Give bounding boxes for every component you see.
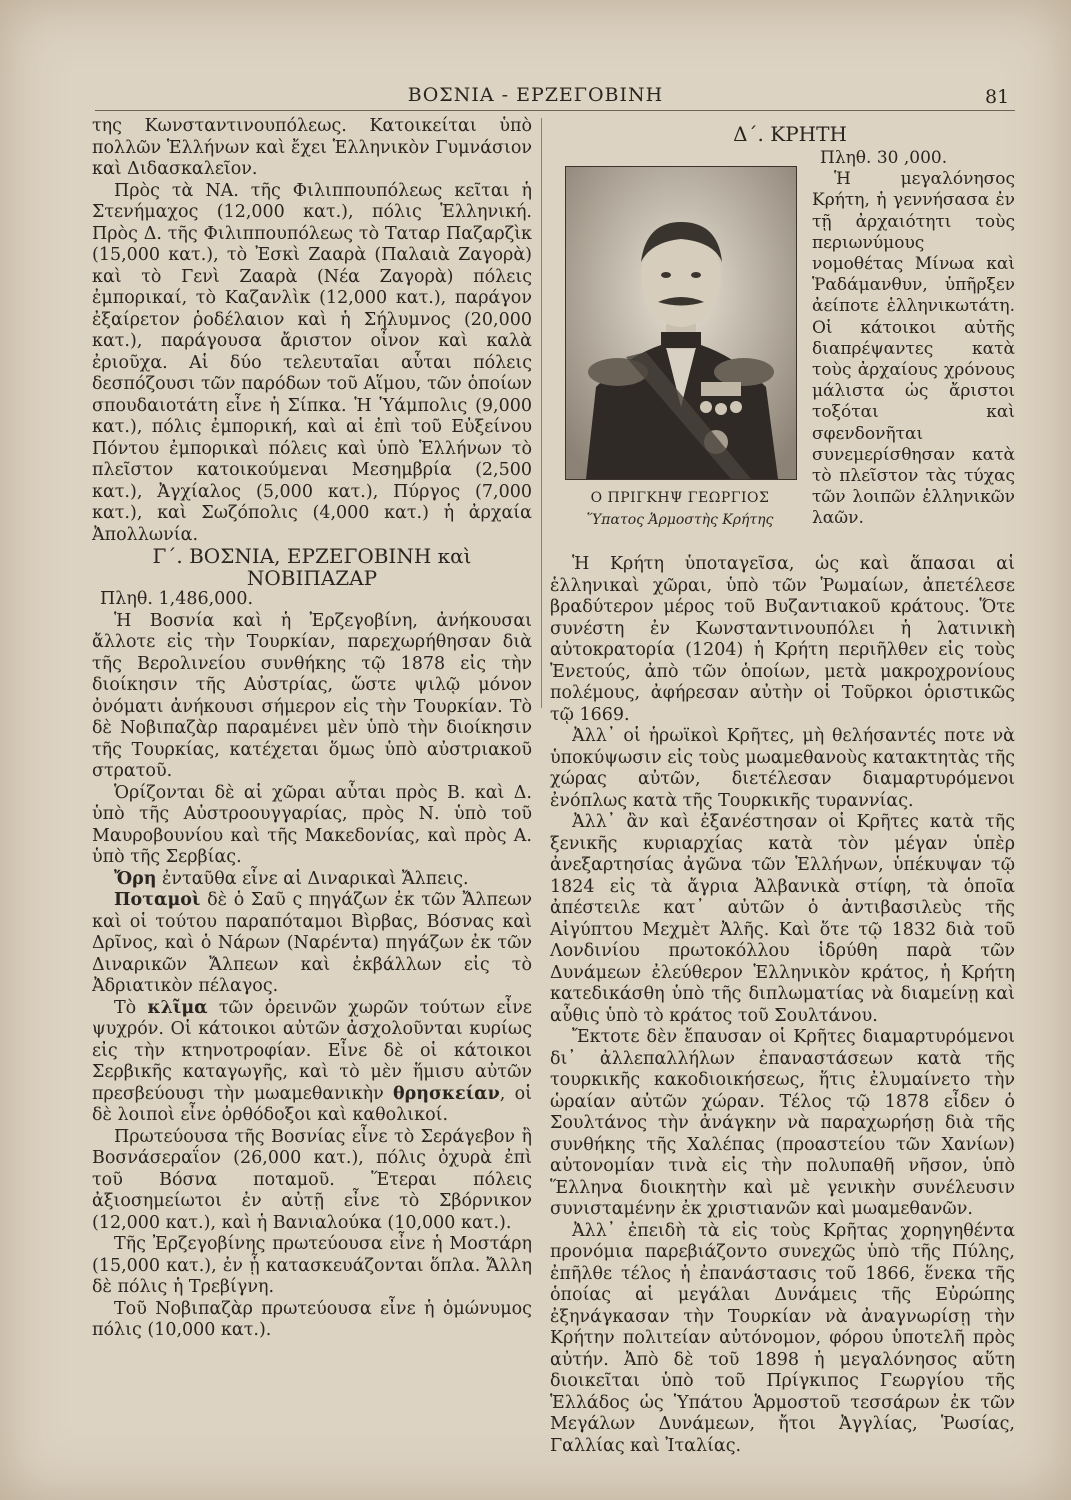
right-column-main: [550, 554, 1015, 1457]
paragraph-mountains: [92, 869, 532, 891]
keyword-climate: κλῖμα: [147, 997, 208, 1018]
population-line: Πληθ. 1,486,000.: [100, 589, 254, 609]
keyword-mountains: Ὄρη: [114, 868, 157, 889]
photo-caption-name: Ο ΠΡΙΓΚΗΨ ΓΕΩΡΓΙΟΣ: [590, 490, 770, 506]
paragraph: Τοῦ Νοβιπαζὰρ πρωτεύουσα εἶνε ἡ ὁμώνυμος πόλις (10,000 κατ.).: [92, 1298, 532, 1340]
paragraph: Ἀλλ᾽ οἱ ἡρωϊκοὶ Κρῆτες, μὴ θελήσαντές ποτε νὰ ὑποκύψωσιν εἰς τοὺς μωαμεθανοὺς κατακτητὰς τῆς χώρας αὐτῶν, διετέλεσαν διαμαρτυρόμενοι ἐνόπλως κατὰ τῆς Τουρκικῆς τυραννίας.: [550, 726, 1015, 811]
text: ἐνταῦθα εἶνε αἱ Διναρικαὶ Ἄλπεις.: [156, 868, 469, 889]
section-heading-crete: Δ΄. ΚΡΗΤΗ: [733, 122, 847, 146]
running-header-title: ΒΟΣΝΙΑ - ΕΡΖΕΓΟΒΙΝΗ: [407, 84, 664, 106]
page-number: 81: [985, 86, 1010, 108]
column-divider: [541, 118, 542, 708]
keyword-rivers: Ποταμοὶ: [114, 890, 201, 910]
paragraph: Ἡ Κρήτη ὑποταγεῖσα, ὡς καὶ ἅπασαι αἱ ἑλληνικαὶ χῶραι, ὑπὸ τῶν Ῥωμαίων, ἀπετέλεσε βραδύτερον μέρος τοῦ Βυζαντιακοῦ κράτους. Ὅτε συνέστη ἐν Κωνσταντινουπόλει ἡ λατινικὴ αὐτοκρατορία (1204) ἡ Κρήτη περιῆλθεν εἰς τοὺς Ἐνετούς, ἀπὸ τῶν ὁποίων, μετὰ μακροχρονίους πολέμους, ἀφήρεσαν αὐτὴν οἱ Τοῦρκοι ὁριστικῶς τῷ 1669.: [550, 554, 1015, 725]
right-column-top: [812, 148, 1015, 530]
paragraph: Ἔκτοτε δὲν ἔπαυσαν οἱ Κρῆτες διαμαρτυρόμενοι δι᾽ ἀλλεπαλλήλων ἐπαναστάσεων κατὰ τῆς τουρκικῆς κακοδιοικήσεως, ἥτις ἐλυμαίνετο τὴν ὡραίαν αὐτῶν χώραν. Τέλος τῷ 1878 εἶδεν ὁ Σουλτάνος τὴν ἀνάγκην νὰ παραχωρήσῃ διὰ τῆς συνθήκης τῆς Χαλέπας (προαστείου τῶν Χανίων) αὐτονομίαν τινὰ εἰς τὴν πολυπαθῆ νῆσον, ὑπὸ Ἕλληνα διοικητὴν καὶ μὲ γενικὴν συνέλευσιν συνισταμένην ἐκ χριστιανῶν καὶ μωαμεθανῶν.: [550, 1027, 1015, 1219]
paragraph-climate: [92, 998, 532, 1127]
paragraph: Πρωτεύουσα τῆς Βοσνίας εἶνε τὸ Σεράγεβον ἢ Βοσνάσεραΐον (26,000 κατ.), πόλις ὀχυρὰ ἐπὶ τοῦ Βόσνα ποταμοῦ. Ἕτεραι πόλεις ἀξιοσημείωτοι ἐν αὐτῇ εἶνε τὸ Σβόρνικον (12,000 κατ.), καὶ ἡ Βανιαλούκα (10,000 κατ.).: [92, 1126, 532, 1233]
paragraph: Ἀλλ᾽ ἂν καὶ ἐξανέστησαν οἱ Κρῆτες κατὰ τῆς ξενικῆς κυριαρχίας κατὰ τὸν μέγαν ὑπὲρ ἀνεξαρτησίας ἀγῶνα τῶν Ἑλλήνων, ὑπέκυψαν τῷ 1824 εἰς τὰ ἄγρια Ἀλβανικὰ στίφη, τὰ ὁποῖα ἀπέστειλε κατ᾽ αὐτῶν ὁ ἀντιβασιλεὺς τῆς Αἰγύπτου Μεχμὲτ Ἀλῆς. Καὶ ὅτε τῷ 1832 διὰ τοῦ Λονδινίου πρωτοκόλλου ἱδρύθη παρὰ τῶν Δυνάμεων ἐλεύθερον Ἑλληνικὸν κράτος, ἡ Κρήτη κατεδικάσθη ὑπὸ τῆς διπλωματίας νὰ διαμείνῃ καὶ αὖθις ὑπὸ τὸ κράτος τοῦ Σουλτάνου.: [550, 812, 1015, 1026]
text: δὲ ὁ Σαῦ ς πηγάζων ἐκ τῶν Ἄλπεων καὶ οἱ τούτου παραπόταμοι Βὶρβας, Βόσνας καὶ Δρῖνος, καὶ ὁ Νάρων (Ναρέντα) πηγάζων ἐκ τῶν Διναρικῶν Ἄλπεων καὶ ἐκβάλλων εἰς τὸ Ἀδριατικὸν πέλαγος.: [92, 890, 532, 996]
left-column: [92, 116, 532, 1342]
paragraph: Ὁρίζονται δὲ αἱ χῶραι αὗται πρὸς Β. καὶ Δ. ὑπὸ τῆς Αὐστροουγγαρίας, πρὸς Ν. ὑπὸ τοῦ Μαυροβουνίου καὶ τῆς Μακεδονίας, καὶ πρὸς Α. ὑπὸ τῆς Σερβίας.: [92, 782, 532, 867]
keyword-religion: θρησκείαν: [393, 1083, 500, 1104]
paragraph: Ἡ μεγαλόνησος Κρήτη, ἡ γεννήσασα ἐν τῇ ἀρχαιότητι τοὺς περιωνύμους νομοθέτας Μίνωα καὶ Ῥαδάμανθυν, ὑπῆρξεν ἀείποτε ἑλληνικωτάτη. Οἱ κάτοικοι αὐτῆς διαπρέψαντες κατὰ τοὺς ἀρχαίους χρόνους μάλιστα ὡς ἄριστοι τοξόται καὶ σφενδονῆται συνεμερίσθησαν κατὰ τὸ πλεῖστον τὰς τύχας τῶν λοιπῶν ἑλληνικῶν λαῶν.: [812, 169, 1015, 529]
portrait-illustration: [566, 167, 796, 479]
portrait-photo: [565, 166, 797, 480]
paragraph: Ἡ Βοσνία καὶ ἡ Ἐρζεγοβίνη, ἀνήκουσαι ἄλλοτε εἰς τὴν Τουρκίαν, παρεχωρήθησαν διὰ τῆς Βερολινείου συνθήκης τῷ 1878 εἰς τὴν διοίκησιν τῆς Αὐστρίας, ὥστε ψιλῷ μόνον ὀνόματι ἀνήκουσι σήμερον εἰς τὴν Τουρκίαν. Τὸ δὲ Νοβιπαζὰρ παραμένει μὲν ὑπὸ τὴν διοίκησιν τῆς Τουρκίας, κατέχεται ὅμως ὑπὸ αὐστριακοῦ στρατοῦ.: [92, 610, 532, 781]
section-heading-bosnia: Γ΄. ΒΟΣΝΙΑ, ΕΡΖΕΓΟΒΙΝΗ καὶ ΝΟΒΙΠΑΖΑΡ: [152, 544, 472, 590]
text: , οἱ δὲ λοιποὶ εἶνε ὀρθόδοξοι καὶ καθολικοί.: [92, 1083, 532, 1125]
paragraph-rivers: [92, 890, 532, 998]
population-line: Πληθ. 30 ,000.: [820, 148, 948, 168]
text: τῶν ὀρεινῶν χωρῶν τούτων εἶνε ψυχρόν. Οἱ κάτοικοι αὐτῶν ἀσχολοῦνται κυρίως εἰς τὴν κτηνοτροφίαν. Εἶνε δὲ οἱ κάτοικοι Σερβικῆς καταγωγῆς, καὶ τὸ μὲν ἥμισυ αὐτῶν πρεσβεύουσι τὴν μωαμεθανικὴν: [92, 997, 532, 1104]
header-rule: [95, 110, 1015, 111]
paragraph: Τῆς Ἐρζεγοβίνης πρωτεύουσα εἶνε ἡ Μοστάρη (15,000 κατ.), ἐν ᾗ κατασκευάζονται ὅπλα. Ἄλλη δὲ πόλις ἡ Τρεβίγνη.: [92, 1234, 532, 1297]
paragraph: Πρὸς τὰ ΝΑ. τῆς Φιλιππουπόλεως κεῖται ἡ Στενήμαχος (12,000 κατ.), πόλις Ἑλληνική. Πρὸς Δ. τῆς Φιλιππουπόλεως τὸ Ταταρ Παζαρζὶκ (15,000 κατ.), τὸ Ἐσκὶ Ζααρὰ (Παλαιὰ Ζαγορὰ) καὶ τὸ Γενὶ Ζααρὰ (Νέα Ζαγορὰ) πόλεις ἐμπορικαί, τὸ Καζανλὶκ (12,000 κατ.), παράγον ἐξαίρετον ῥοδέλαιον καὶ ἡ Σήλυμνος (20,000 κατ.), παράγουσα ἄριστον οἶνον καὶ καλὰ ἐριοῦχα. Αἱ δύο τελευταῖαι αὗται πόλεις δεσπόζουσι τῶν παρόδων τοῦ Αἵμου, τῶν ὁποίων σπουδαιοτάτη εἶνε ἡ Σίπκα. Ἡ Ὑάμπολις (9,000 κατ.), πόλις ἐμπορική, καὶ αἱ ἐπὶ τοῦ Εὐξείνου Πόντου ἐμπορικαὶ πόλεις καὶ ὑπὸ Ἑλλήνων τὸ πλεῖστον κατοικούμεναι Μεσημβρία (2,500 κατ.), Ἀγχίαλος (5,000 κατ.), Πύργος (7,000 κατ.), καὶ Σωζόπολις (4,000 κατ.) ἡ ἀρχαία Ἀπολλωνία.: [92, 180, 532, 545]
paragraph: Ἀλλ᾽ ἐπειδὴ τὰ εἰς τοὺς Κρῆτας χορηγηθέντα προνόμια παρεβιάζοντο συνεχῶς ὑπὸ τῆς Πύλης, ἐπῆλθε τέλος ἡ ἐπανάστασις τοῦ 1866, ἕνεκα τῆς ὁποίας αἱ μεγάλαι Δυνάμεις τῆς Εὐρώπης ἐξηνάγκασαν τὴν Τουρκίαν νὰ ἀναγνωρίσῃ τὴν Κρήτην πολιτείαν αὐτόνομον, φόρου ὑποτελῆ πρὸς αὐτήν. Ἀπὸ δὲ τοῦ 1898 ἡ μεγαλόνησος αὕτη διοικεῖται ὑπὸ τοῦ Πρίγκιπος Γεωργίου τῆς Ἑλλάδος ὡς Ὑπάτου Ἁρμοστοῦ τεσσάρων ἐκ τῶν Μεγάλων Δυνάμεων, ἤτοι Ἀγγλίας, Ῥωσίας, Γαλλίας καὶ Ἰταλίας.: [550, 1220, 1015, 1456]
text: Τὸ: [114, 997, 148, 1018]
paragraph: της Κωνσταντινουπόλεως. Κατοικείται ὑπὸ πολλῶν Ἑλλήνων καὶ ἔχει Ἑλληνικὸν Γυμνάσιον καὶ Διδασκαλεῖον.: [92, 116, 532, 179]
photo-caption-title: Ὕπατος Ἁρμοστὴς Κρήτης: [586, 512, 774, 528]
